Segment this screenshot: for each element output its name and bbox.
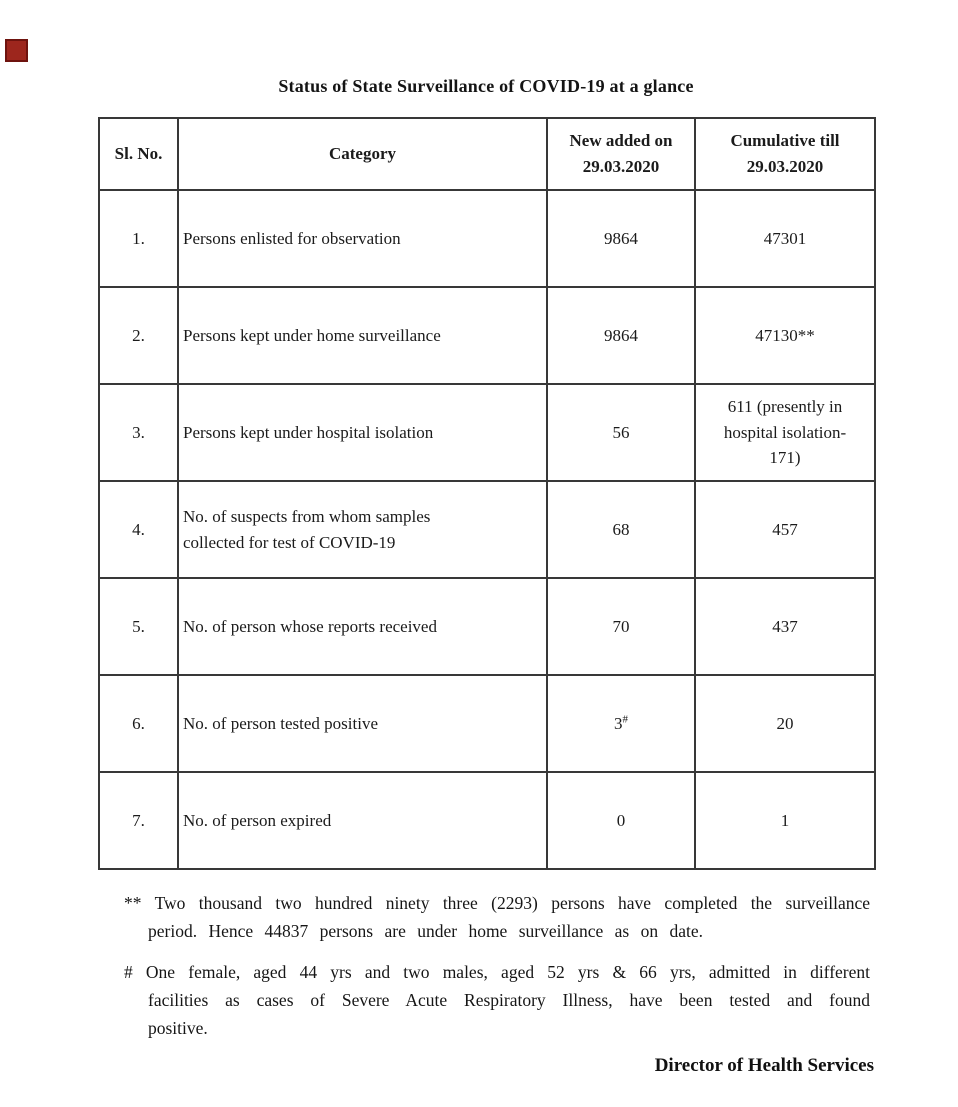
table-row	[99, 578, 875, 675]
footnote-double-asterisk	[124, 889, 870, 945]
new-added-value: 68	[612, 519, 630, 539]
category-text: Persons enlisted for observation	[183, 228, 401, 248]
cell-new-added	[547, 675, 695, 772]
page-title: Status of State Surveillance of COVID-19 at a glance	[278, 76, 694, 96]
table-row	[99, 384, 875, 481]
cell-sl-no: 7.	[99, 772, 178, 869]
cumulative-value: 437	[772, 616, 798, 636]
cell-sl-no: 5.	[99, 578, 178, 675]
cell-cumulative	[695, 578, 875, 675]
col-header-new-added: New added on 29.03.2020	[547, 118, 695, 190]
cell-new-added	[547, 578, 695, 675]
cell-cumulative	[695, 384, 875, 481]
cumulative-value: 1	[780, 810, 790, 830]
category-text: No. of person expired	[183, 810, 332, 830]
category-text: No. of person tested positive	[183, 713, 378, 733]
table-body	[99, 190, 875, 869]
cumulative-value: 47130**	[755, 325, 815, 345]
table-row	[99, 287, 875, 384]
cell-category	[178, 287, 547, 384]
footnote-hash	[124, 958, 870, 1042]
cumulative-value: 611 (presently in hospital isolation-171)	[723, 397, 847, 468]
double-asterisk-marker: **	[124, 893, 142, 913]
hash-superscript: #	[622, 713, 628, 726]
col-header-sl-no: Sl. No.	[99, 118, 178, 190]
cell-cumulative	[695, 772, 875, 869]
table-row	[99, 481, 875, 578]
cell-sl-no: 1.	[99, 190, 178, 287]
cell-sl-no: 3.	[99, 384, 178, 481]
cell-cumulative	[695, 287, 875, 384]
table-header	[99, 118, 875, 190]
cell-sl-no: 6.	[99, 675, 178, 772]
cell-new-added	[547, 190, 695, 287]
cell-category	[178, 190, 547, 287]
col-header-category: Category	[178, 118, 547, 190]
cell-cumulative	[695, 190, 875, 287]
cumulative-value: 47301	[763, 228, 807, 248]
cell-new-added	[547, 287, 695, 384]
new-added-value: 3	[614, 713, 623, 733]
cell-category	[178, 675, 547, 772]
table-row	[99, 772, 875, 869]
footnotes-section	[124, 889, 870, 1042]
cell-new-added	[547, 772, 695, 869]
new-added-value: 56	[612, 422, 630, 442]
new-added-value: 0	[616, 810, 626, 830]
document-page	[98, 76, 874, 1077]
col-header-cumulative: Cumulative till 29.03.2020	[695, 118, 875, 190]
table-row	[99, 190, 875, 287]
header-row	[99, 118, 875, 190]
cell-new-added	[547, 384, 695, 481]
new-added-value: 9864	[604, 228, 638, 248]
category-text: Persons kept under hospital isolation	[183, 422, 434, 442]
cell-category	[178, 578, 547, 675]
category-text: No. of person whose reports received	[183, 616, 437, 636]
hash-marker: #	[124, 962, 133, 982]
cell-category	[178, 481, 547, 578]
cell-cumulative	[695, 481, 875, 578]
cumulative-value: 457	[772, 519, 798, 539]
cell-cumulative	[695, 675, 875, 772]
new-added-value: 70	[612, 616, 630, 636]
table-row	[99, 675, 875, 772]
signature: Director of Health Services	[654, 1055, 874, 1076]
cell-sl-no: 2.	[99, 287, 178, 384]
category-text: Persons kept under home surveillance	[183, 325, 441, 345]
footnote-text: One female, aged 44 yrs and two males, aged 52 yrs & 66 yrs, admitted in different facilities as cases of Severe Acute Respiratory Illness, have been tested and found positive.	[145, 962, 870, 1038]
new-added-value: 9864	[604, 325, 638, 345]
cell-new-added	[547, 481, 695, 578]
footnote-text: Two thousand two hundred ninety three (2293) persons have completed the surveillance period. Hence 44837 persons are under home surveillance as on date.	[148, 893, 870, 941]
category-text: No. of suspects from whom samples collected for test of COVID-19	[183, 507, 431, 552]
cell-category	[178, 772, 547, 869]
cell-category	[178, 384, 547, 481]
surveillance-table	[98, 117, 876, 870]
cumulative-value: 20	[776, 713, 794, 733]
red-square-marker	[5, 39, 28, 62]
cell-sl-no: 4.	[99, 481, 178, 578]
